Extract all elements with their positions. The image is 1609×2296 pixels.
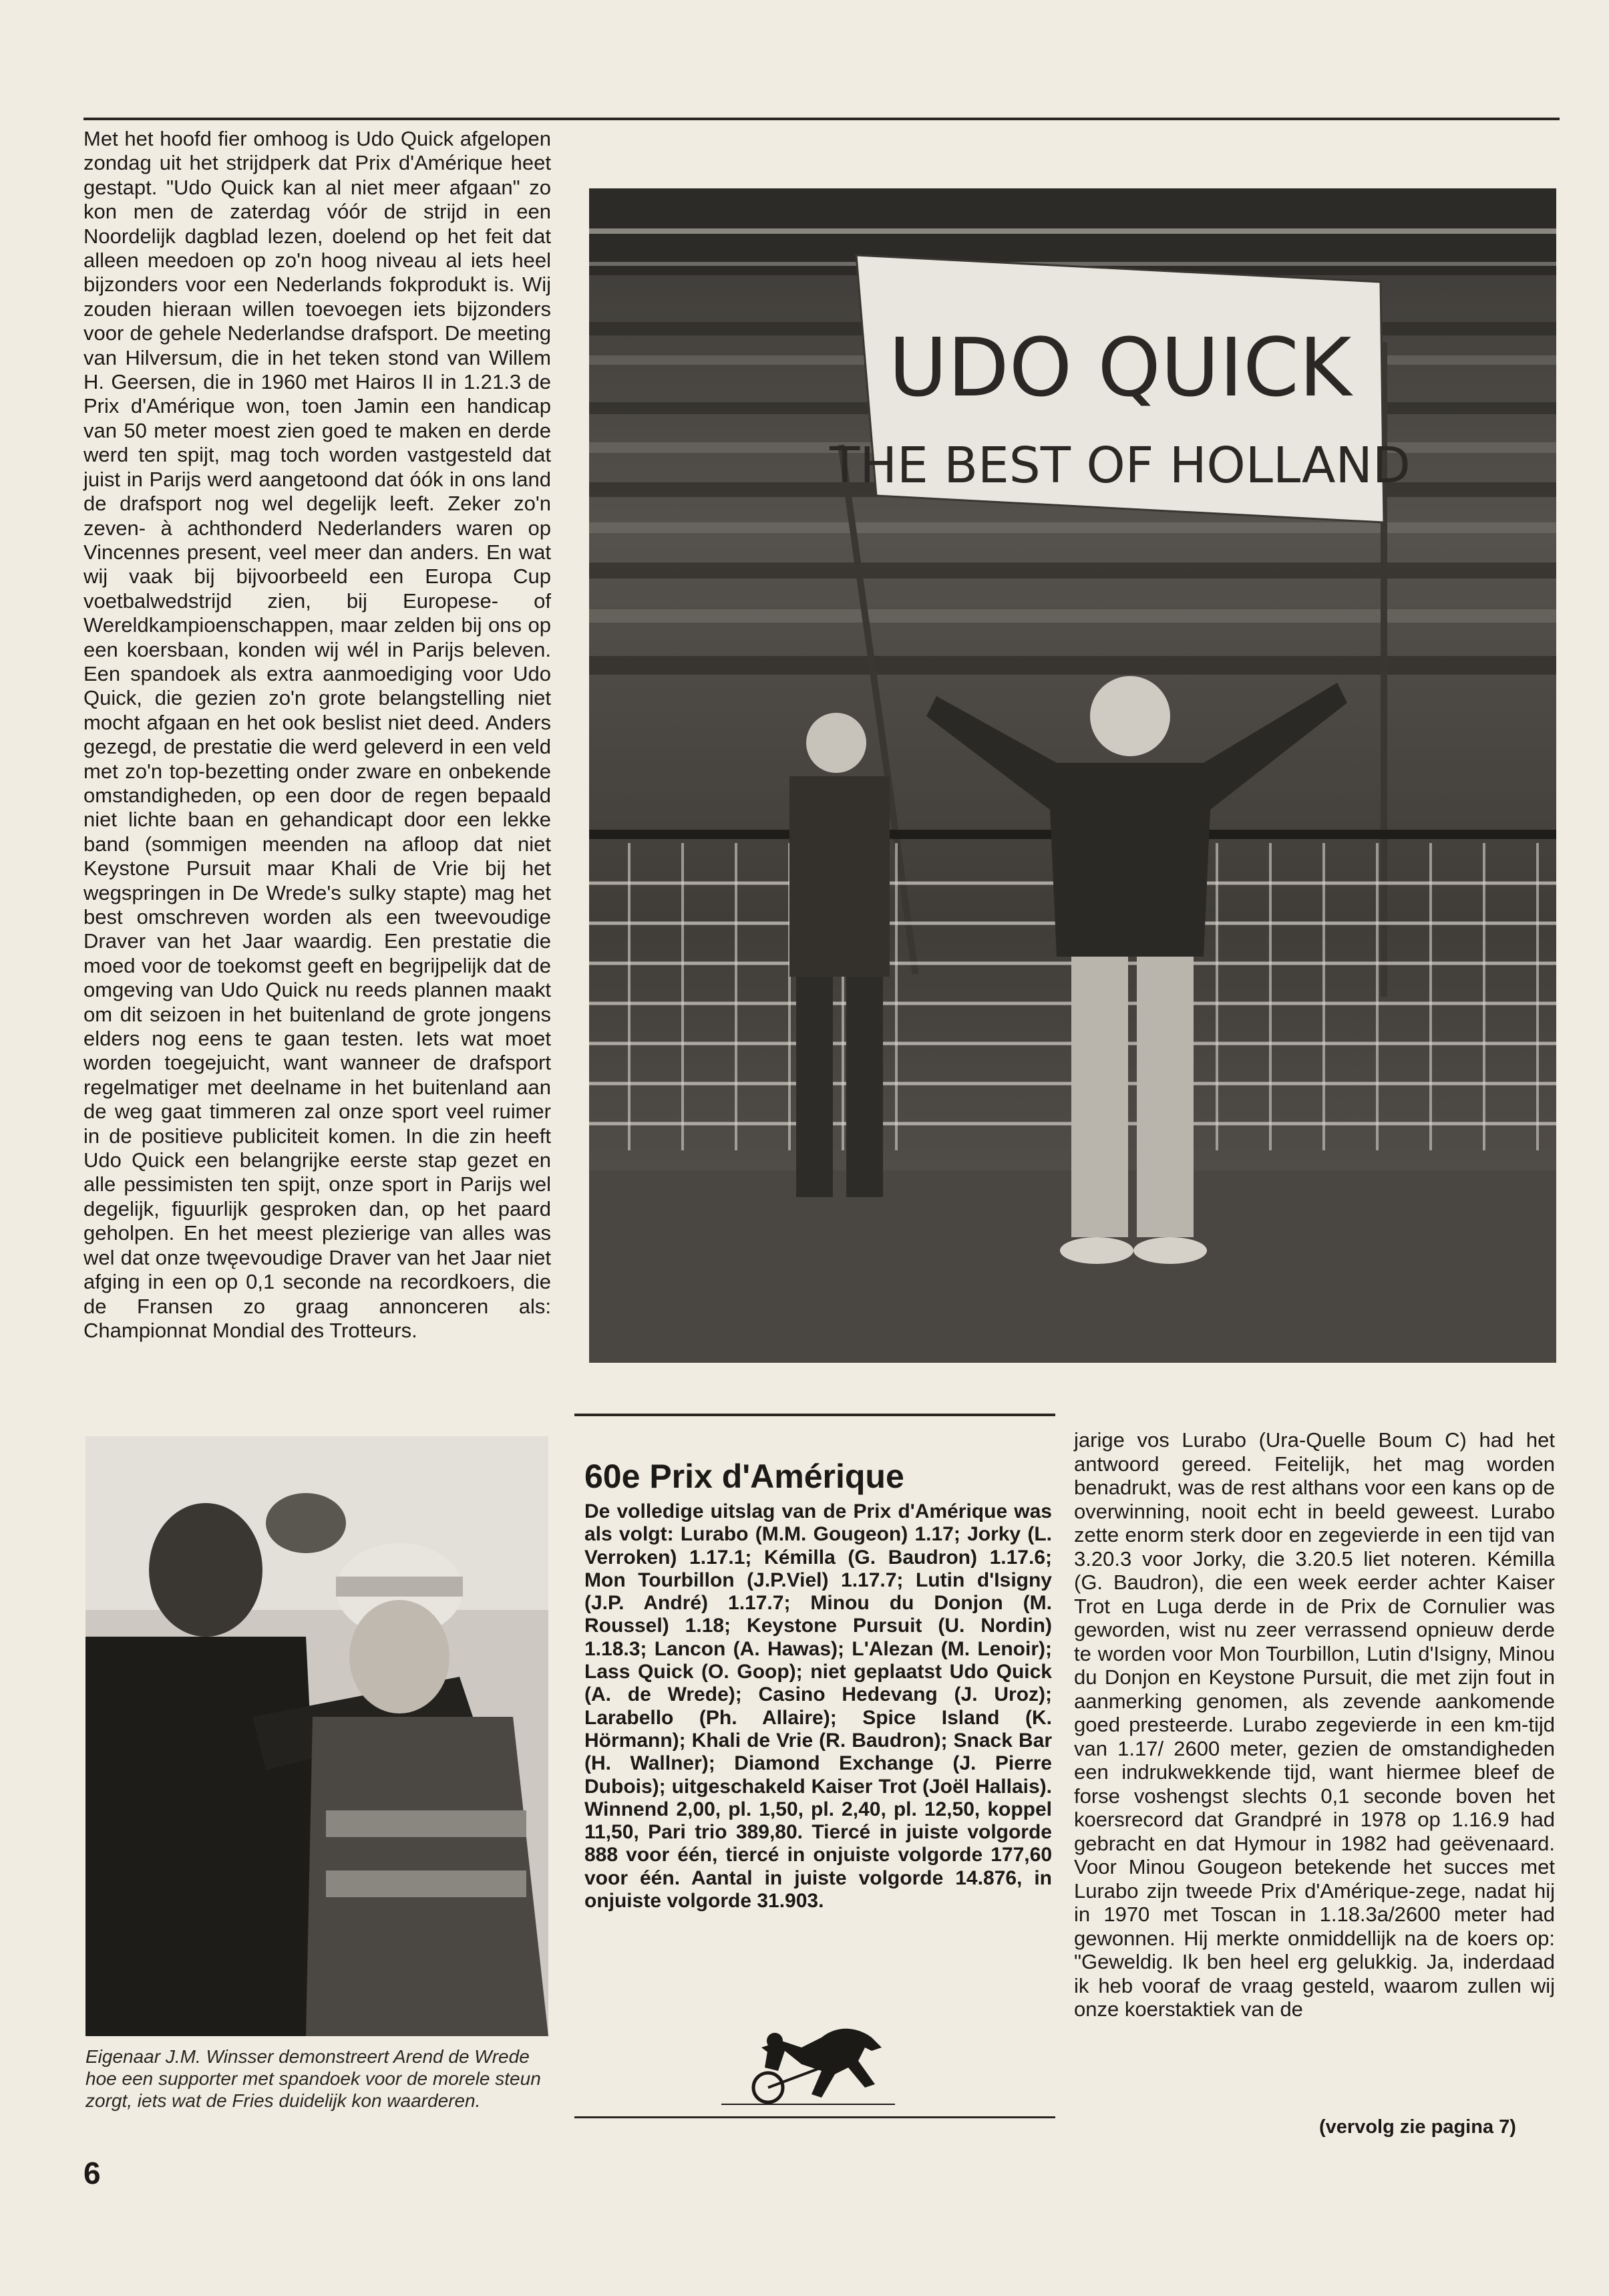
continuation-article-text: jarige vos Lurabo (Ura-Quelle Boum C) had het antwoord gereed. Feitelijk, het mag worden benadrukt, was de rest althans voor een kans op de overwinning, nooit echt in beeld geweest. Lurabo zette enorm sterk door en zegevierde in een tijd van 3.20.3 voor Jorky, die 3.20.5 liet noteren. Kémilla (G. Baudron), die een week eerder achter Kaiser Trot en Luga derde in de Prix de Cornulier was geworden, wist nu zeer verrassend opnieuw derde te worden voor Mon Tourbillon, Lutin d'Isigny, Minou du Donjon en Keystone Pursuit, die met zijn fout in aanmerking genomen, als zevende aankomende goed presteerde. Lurabo zegevierde in een km-tijd van 1.17/ 2600 meter, gezien de omstandigheden een indrukwekkende tijd, want hiermee bleef de forse voshengst slechts 0,1 seconde boven het koersrecord dat Grandpré in 1978 op 1.16.9 had gebracht en dat Hymour in 1982 had geëvenaard. Voor Minou Gougeon betekende het succes met Lurabo zijn tweede Prix d'Amérique-zege, nadat hij in 1970 met Toscan in 1.18.3a/2600 meter had gewonnen. Hij merkte onmiddellijk na de koers op: "Geweldig. Ik ben heel erg gelukkig. Ja, inderdaad ik heb vooraf de vraag gesteld, waarom zullen wij onze koerstaktiek van de <box>1074 1428 1555 2021</box>
continued-note: (vervolg zie pagina 7) <box>1319 2116 1516 2138</box>
trotter-logo-icon <box>721 2011 895 2111</box>
page-number: 6 <box>83 2156 101 2190</box>
top-rule <box>83 118 1560 120</box>
photo-illustration <box>589 188 1556 1363</box>
photo-illustration-small <box>85 1436 548 2036</box>
owner-driver-photo <box>85 1436 548 2036</box>
results-title: 60e Prix d'Amérique <box>584 1458 904 1495</box>
intro-article <box>83 127 551 1343</box>
results-body: De volledige uitslag van de Prix d'Amérique was als volgt: Lurabo (M.M. Gougeon) 1.17; Jorky (L. Verroken) 1.17.1; Kémilla (G. Baudron) 1.17.6; Mon Tourbillon (J.P.Viel) 1.17.7; Lutin d'Isigny (J.P. André) 1.17.7; Minou du Donjon (M. Roussel) 1.18; Keystone Pursuit (U. Nordin) 1.18.3; Lancon (A. Hawas); L'Alezan (M. Lenoir); Lass Quick (O. Goop); niet geplaatst Udo Quick (A. de Wrede); Casino Hedevang (J. Uroz); Larabello (Ph. Allaire); Spice Island (K. Hörmann); Khali de Vrie (R. Baudron); Snack Bar (H. Wallner); Diamond Exchange (J. Pierre Dubois); uitgeschakeld Kaiser Trot (Joël Hallais). Winnend 2,00, pl. 1,50, pl. 2,40, pl. 12,50, koppel 11,50, Pari trio 389,80. Tiercé in juiste volgorde 888 voor één, tiercé in onjuiste volgorde 177,60 voor één. Aantal in juiste volgorde 14.876, in onjuiste volgorde 31.903. <box>584 1500 1052 1913</box>
continuation-article <box>1074 1428 1555 2021</box>
banner-line-1: UDO QUICK <box>888 322 1352 415</box>
results-top-rule <box>574 1414 1055 1416</box>
photo-caption: Eigenaar J.M. Winsser demonstreert Arend de Wrede hoe een supporter met spandoek voor de morele steun zorgt, iets wat de Fries duidelijk kon waarderen. <box>85 2046 541 2111</box>
results-bottom-rule <box>574 2116 1055 2118</box>
intro-article-text: Met het hoofd fier omhoog is Udo Quick afgelopen zondag uit het strijdperk dat Prix d'Amérique heet gestapt. "Udo Quick kan al niet meer afgaan" zo kon men de zaterdag vóór de strijd in een Noordelijk dagblad lezen, doelend op het feit dat alleen meedoen op zo'n hoog niveau al iets heel bijzonders voor een Nederlands fokprodukt is. Wij zouden hieraan willen toevoegen iets bijzonders voor de gehele Nederlandse drafsport. De meeting van Hilversum, die in het teken stond van Willem H. Geersen, die in 1960 met Hairos II in 1.21.3 de Prix d'Amérique won, toen Jamin een handicap van 50 meter moest zien goed te maken en derde werd ten spijt, mag toch worden vastgesteld dat juist in Parijs werd aangetoond dat óók in ons land de drafsport nog wel degelijk leeft. Zeker zo'n zeven- à achthonderd Nederlanders waren op Vincennes present, veel meer dan anders. En wat wij vaak bij bijvoorbeeld een Europa Cup voetbalwedstrijd zien, bij Europese- of Wereldkampioenschappen, maar zelden bij ons op een koersbaan, konden wij wél in Parijs beleven. Een spandoek als extra aanmoediging voor Udo Quick, die gezien zo'n grote belangstelling niet mocht afgaan en het ook beslist niet deed. Anders gezegd, de prestatie die werd geleverd in een veld met zo'n top-bezetting onder zware en onbekende omstandigheden, op een door de regen bepaald niet lichte baan en gehandicapt door een lekke band (sommigen meenden na afloop dat niet Keystone Pursuit maar Khali de Vrie bij het wegspringen in De Wrede's sulky stapte) mag het best omschreven worden als een tweevoudige Draver van het Jaar waardig. Een prestatie die moed voor de toekomst geeft en begrijpelijk dat de omgeving van Udo Quick nu reeds plannen maakt om dit seizoen in het buitenland de grote jongens elders nog eens te gaan testen. Iets wat moet worden toegejuicht, want wanneer de drafsport regelmatiger met deelname in het buitenland aan de weg gaat timmeren zal onze sport veel ruimer in de positieve publiciteit komen. In die zin heeft Udo Quick een belangrijke eerste stap gezet en alle pessimisten ten spijt, onze sport in Parijs wel degelijk, figuurlijk gesproken dan, op het paard geholpen. En het meest plezierige van alles was wel dat onze twęevoudige Draver van het Jaar niet afging in een op 0,1 seconde na recordkoers, die de Fransen zo graag annonceren als: Championnat Mondial des Trotteurs. <box>83 127 551 1342</box>
supporter-banner-photo <box>589 188 1556 1363</box>
banner-line-2: THE BEST OF HOLLAND <box>830 437 1411 494</box>
